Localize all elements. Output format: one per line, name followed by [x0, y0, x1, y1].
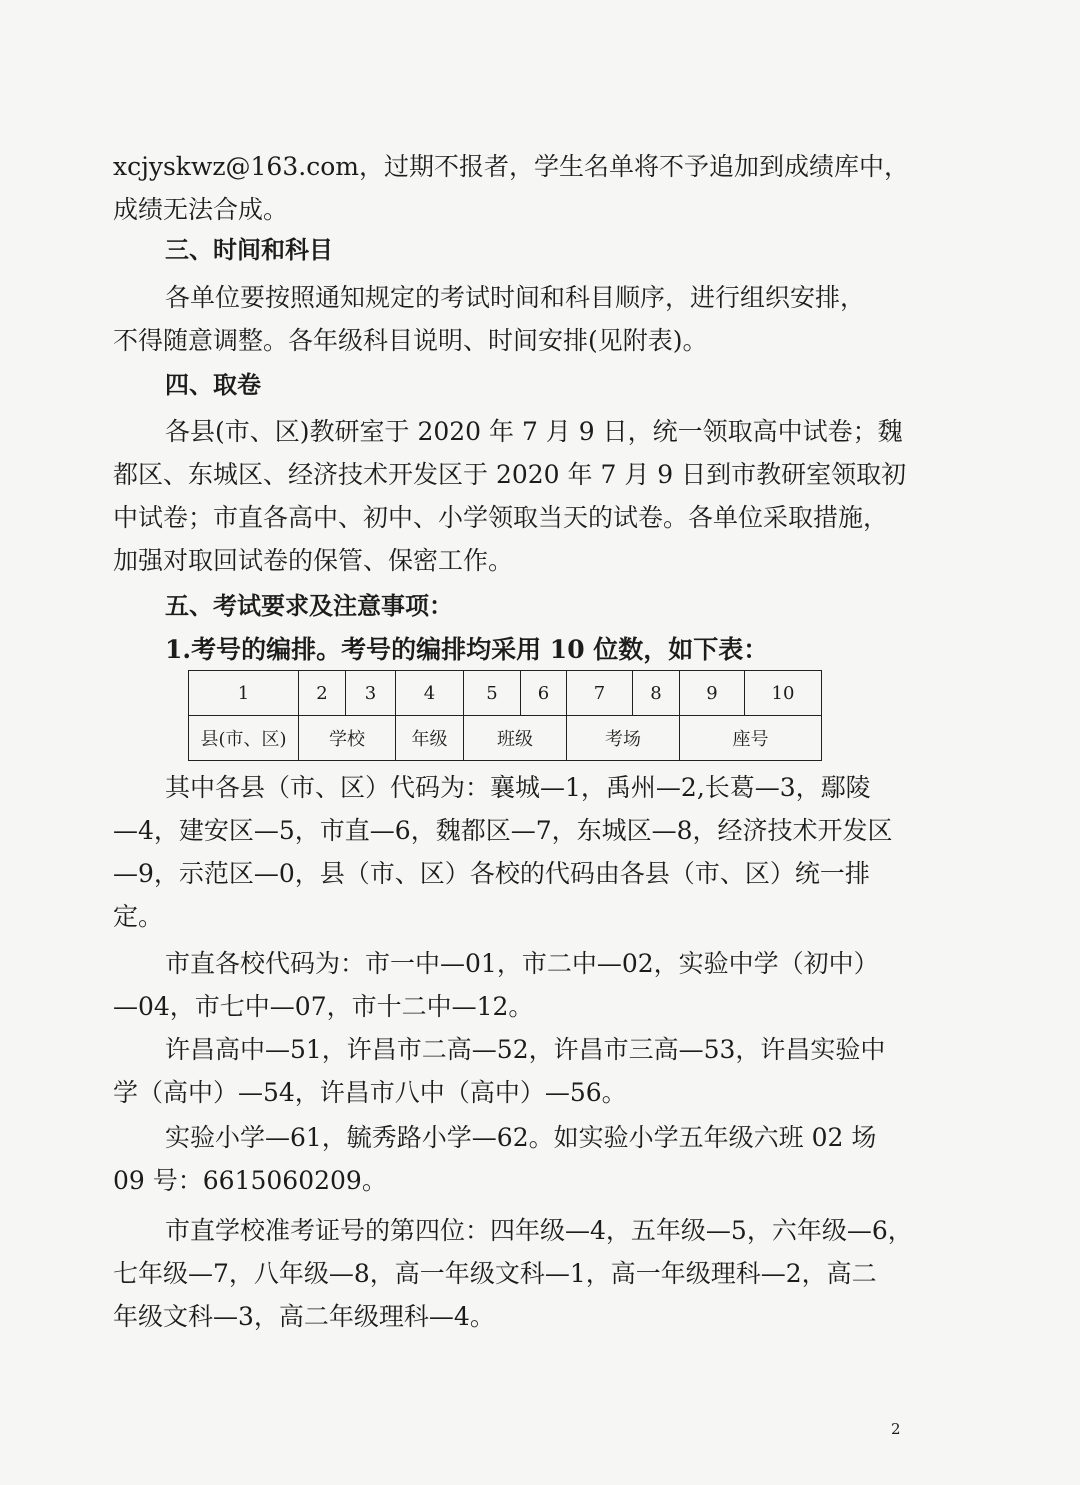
exam-number-table [188, 670, 822, 761]
text-line: 定。 [113, 902, 164, 931]
digit-cell: 5 [464, 671, 521, 716]
label-cell: 考场 [567, 716, 680, 761]
high-school-codes-paragraph [113, 1028, 913, 1114]
text-line: 09 号：6615060209。 [113, 1166, 387, 1195]
text-line: 各单位要按照通知规定的考试时间和科目顺序，进行组织安排， [165, 283, 866, 312]
text-line: 加强对取回试卷的保管、保密工作。 [113, 546, 514, 575]
digit-cell: 6 [521, 671, 567, 716]
section3-paragraph [113, 276, 913, 362]
text-line: 学（高中）—54，许昌市八中（高中）—56。 [113, 1078, 627, 1107]
page-number: 2 [891, 1420, 901, 1438]
text-line: 许昌高中—51，许昌市二高—52，许昌市三高—53，许昌实验中 [165, 1035, 886, 1064]
text-line: 其中各县（市、区）代码为：襄城—1，禹州—2,长葛—3，鄢陵 [165, 773, 871, 802]
text-line: 市直学校准考证号的第四位：四年级—4，五年级—5，六年级—6， [165, 1216, 913, 1245]
digit-cell: 8 [633, 671, 680, 716]
text-line: —9，示范区—0，县（市、区）各校的代码由各县（市、区）统一排 [113, 859, 870, 888]
digit-cell: 10 [745, 671, 822, 716]
label-row [189, 716, 822, 761]
text-line: 成绩无法合成。 [113, 195, 289, 224]
text-line: 各县(市、区)教研室于 2020 年 7 月 9 日，统一领取高中试卷；魏 [165, 417, 903, 446]
text-line: 七年级—7，八年级—8，高一年级文科—1，高一年级理科—2，高二 [113, 1259, 877, 1288]
section4-heading: 四、取卷 [165, 371, 261, 399]
digit-cell: 9 [680, 671, 745, 716]
text-line: 实验小学—61，毓秀路小学—62。如实验小学五年级六班 02 场 [165, 1123, 877, 1152]
digit-cell: 4 [396, 671, 464, 716]
text-line: 不得随意调整。各年级科目说明、时间安排(见附表)。 [113, 326, 708, 355]
section4-paragraph [113, 410, 913, 582]
text-line: 都区、东城区、经济技术开发区于 2020 年 7 月 9 日到市教研室领取初 [113, 460, 907, 489]
digit-cell: 3 [346, 671, 396, 716]
digit-row [189, 671, 822, 716]
county-codes-paragraph [113, 766, 913, 938]
digit-cell: 1 [189, 671, 299, 716]
section5-heading: 五、考试要求及注意事项： [165, 592, 453, 620]
label-cell: 年级 [396, 716, 464, 761]
text-line: 市直各校代码为：市一中—01，市二中—02，实验中学（初中） [165, 949, 879, 978]
text-line: —4，建安区—5，市直—6，魏都区—7，东城区—8，经济技术开发区 [113, 816, 893, 845]
label-cell: 学校 [299, 716, 396, 761]
text-line: —04，市七中—07，市十二中—12。 [113, 992, 534, 1021]
digit-cell: 2 [299, 671, 346, 716]
text-line: xcjyskwz@163.com，过期不报者，学生名单将不予追加到成绩库中， [113, 152, 909, 181]
label-cell: 班级 [464, 716, 567, 761]
label-cell: 县(市、区) [189, 716, 299, 761]
primary-codes-paragraph [113, 1116, 913, 1202]
city-school-codes-paragraph [113, 942, 913, 1028]
contact-paragraph [113, 145, 913, 231]
section3-heading: 三、时间和科目 [165, 236, 333, 264]
grade-codes-paragraph [113, 1209, 913, 1338]
text-line: 年级文科—3，高二年级理科—4。 [113, 1302, 495, 1331]
item1-heading: 1.考号的编排。考号的编排均采用 10 位数，如下表： [165, 635, 769, 664]
digit-cell: 7 [567, 671, 633, 716]
label-cell: 座号 [680, 716, 822, 761]
text-line: 中试卷；市直各高中、初中、小学领取当天的试卷。各单位采取措施， [113, 503, 889, 532]
